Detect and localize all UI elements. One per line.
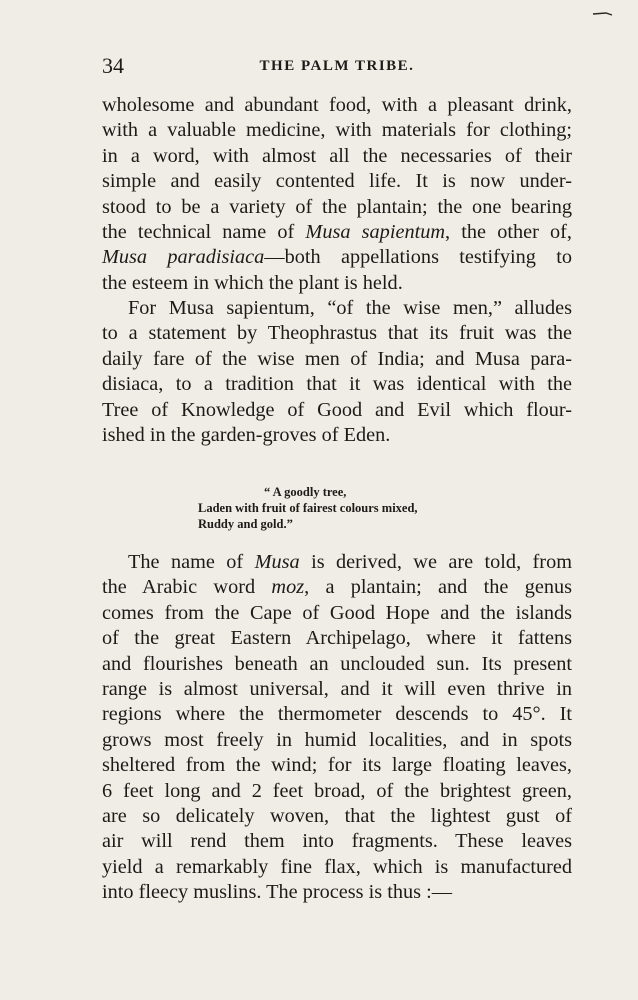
text-line: grows most freely in humid localities, and in spots xyxy=(102,728,572,751)
italic-term: moz xyxy=(271,576,305,599)
text-line: For Musa sapientum, “of the wise men,” alludes xyxy=(128,297,572,319)
text-line: yield a remarkably fine flax, which is manufactured xyxy=(102,855,572,878)
text-line: with a valuable medicine, with materials for clothing; xyxy=(102,119,572,142)
text-line xyxy=(102,550,572,575)
verse-line: “ A goodly tree, xyxy=(264,485,347,499)
text-line: the esteem in which the plant is held. xyxy=(102,271,403,294)
text-segment: —both appellations testifying to xyxy=(264,246,572,269)
printer-mark xyxy=(592,8,614,18)
text-segment: the Arabic word xyxy=(102,576,272,599)
paragraph-2 xyxy=(102,296,572,448)
text-line: Tree of Knowledge of Good and Evil which flour- xyxy=(102,398,572,421)
text-segment: is derived, we are told, from xyxy=(299,551,572,573)
text-line: stood to be a variety of the plantain; the one bearing xyxy=(102,195,572,218)
page-header xyxy=(102,52,572,80)
text-line: regions where the thermometer descends to 45°. It xyxy=(102,703,572,726)
text-line: sheltered from the wind; for its large floating leaves, xyxy=(102,754,572,777)
text-line: to a statement by Theophrastus that its fruit was the xyxy=(102,322,572,345)
italic-term: Musa paradisiaca xyxy=(102,246,265,269)
text-segment: the technical name of xyxy=(102,221,306,244)
text-segment: The name of xyxy=(128,551,255,573)
page-number: 34 xyxy=(102,53,124,78)
text-line: disiaca, to a tradition that it was identical with the xyxy=(102,373,572,396)
text-line: ished in the garden-groves of Eden. xyxy=(102,424,391,447)
text-line xyxy=(102,575,572,600)
verse-line: Ruddy and gold.” xyxy=(198,517,293,531)
verse-quotation xyxy=(198,484,518,532)
italic-term: Musa xyxy=(254,551,300,573)
text-line: comes from the Cape of Good Hope and the islands xyxy=(102,601,572,624)
text-line xyxy=(102,245,572,270)
text-line: are so delicately woven, that the lightest gust of xyxy=(102,805,572,828)
text-line: into fleecy muslins. The process is thus :— xyxy=(102,881,452,904)
paragraph-3 xyxy=(102,550,572,906)
text-line: 6 feet long and 2 feet broad, of the brightest green, xyxy=(102,779,572,802)
text-line: air will rend them into fragments. These leaves xyxy=(102,830,572,853)
text-line: in a word, with almost all the necessaries of their xyxy=(102,144,572,167)
text-line: daily fare of the wise men of India; and Musa para- xyxy=(102,347,572,370)
text-line: simple and easily contented life. It is now under- xyxy=(102,170,572,193)
text-segment: , the other of, xyxy=(445,221,572,244)
text-segment: , a plantain; and the genus xyxy=(304,576,573,599)
text-line: range is almost universal, and it will even thrive in xyxy=(102,678,572,701)
text-line: and flourishes beneath an unclouded sun. Its present xyxy=(102,652,572,675)
text-line: of the great Eastern Archipelago, where it fattens xyxy=(102,627,572,650)
verse-line: Laden with fruit of fairest colours mixed, xyxy=(198,501,418,515)
italic-term: Musa sapientum xyxy=(305,221,446,244)
running-head: THE PALM TRIBE. xyxy=(259,58,415,74)
paragraph-1 xyxy=(102,93,572,296)
text-line: wholesome and abundant food, with a pleasant drink, xyxy=(102,94,572,116)
text-line xyxy=(102,220,572,245)
